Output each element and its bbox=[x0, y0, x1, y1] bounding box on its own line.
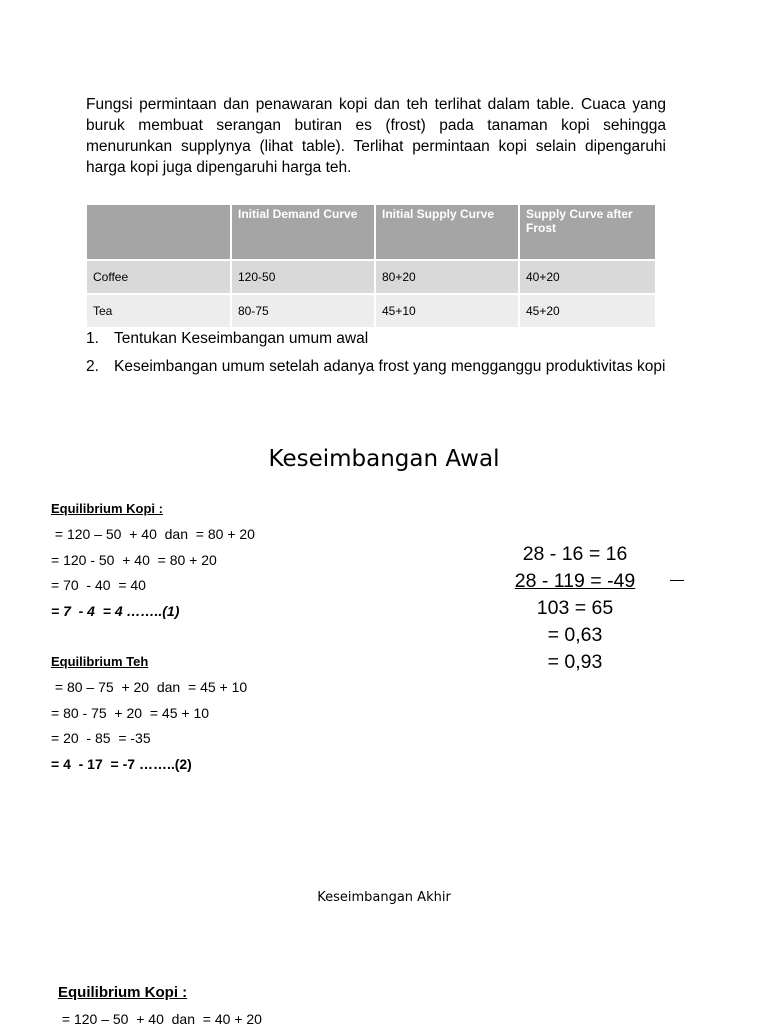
section-title: Equilibrium Teh bbox=[51, 654, 149, 669]
table-cell: 80-75 bbox=[231, 294, 375, 327]
equation-line: = 80 - 75 + 20 = 45 + 10 bbox=[51, 704, 210, 721]
equation-result: = 4 - 17 = -7 ……..(2) bbox=[51, 755, 192, 772]
list-text: Keseimbangan umum setelah adanya frost yang mengganggu produktivitas kopi bbox=[114, 358, 666, 375]
equation-line: = 20 - 85 = -35 bbox=[51, 730, 151, 746]
table-cell: 120-50 bbox=[231, 260, 375, 294]
table-cell: Tea bbox=[87, 294, 231, 327]
calc-line: 28 - 16 = 16 bbox=[522, 543, 628, 565]
equation-result: = 7 - 4 = 4 ……..(1) bbox=[51, 602, 180, 619]
list-number: 1. bbox=[86, 330, 99, 347]
table-header-cell: Initial Supply Curve bbox=[375, 205, 519, 260]
equation-line: = 120 – 50 + 40 dan = 40 + 20 bbox=[58, 1011, 262, 1027]
list-item bbox=[86, 328, 666, 349]
table-row bbox=[87, 294, 656, 327]
table-header-cell: Supply Curve after Frost bbox=[519, 205, 656, 260]
table-cell: 40+20 bbox=[519, 260, 656, 294]
calculation-block bbox=[495, 541, 655, 676]
table-cell: Coffee bbox=[87, 260, 231, 294]
calc-line: 103 = 65 bbox=[536, 597, 614, 619]
table-header-cell bbox=[87, 205, 231, 260]
supply-demand-table bbox=[87, 205, 657, 327]
section-title: Equilibrium Kopi : bbox=[58, 984, 188, 1001]
equation-line: = 70 - 40 = 40 bbox=[51, 577, 146, 593]
calc-line: 28 - 119 = -49 bbox=[514, 570, 636, 592]
equation-line: = 80 – 75 + 20 dan = 45 + 10 bbox=[51, 679, 248, 695]
equation-line: = 120 - 50 + 40 = 80 + 20 bbox=[51, 551, 217, 568]
table-cell: 80+20 bbox=[375, 260, 519, 294]
heading-keseimbangan-awal: Keseimbangan Awal bbox=[268, 446, 500, 472]
intro-paragraph: Fungsi permintaan dan penawaran kopi dan teh terlihat dalam table. Cuaca yang buruk membuat serangan butiran es (frost) pada tanaman kopi sehingga menurunkan supplynya (lihat table). Terlihat permintaan kopi selain dipengaruhi harga kopi juga dipengaruhi harga teh. bbox=[86, 96, 666, 176]
section-title: Equilibrium Kopi : bbox=[51, 501, 163, 516]
task-list bbox=[86, 328, 666, 384]
table-header-cell: Initial Demand Curve bbox=[231, 205, 375, 260]
equilibrium-kopi-awal bbox=[51, 501, 255, 626]
equation-line: = 120 – 50 + 40 dan = 80 + 20 bbox=[51, 526, 255, 542]
list-text: Tentukan Keseimbangan umum awal bbox=[114, 330, 369, 347]
equilibrium-teh-awal bbox=[51, 654, 247, 779]
list-number: 2. bbox=[86, 358, 99, 375]
list-item bbox=[86, 356, 666, 377]
calc-line: = 0,63 bbox=[547, 624, 603, 646]
fraction-dash bbox=[670, 580, 684, 581]
table-cell: 45+20 bbox=[519, 294, 656, 327]
heading-keseimbangan-akhir: Keseimbangan Akhir bbox=[317, 890, 451, 905]
table-header-row bbox=[87, 205, 656, 260]
table-cell: 45+10 bbox=[375, 294, 519, 327]
calc-line: = 0,93 bbox=[547, 651, 603, 673]
equilibrium-kopi-akhir bbox=[58, 984, 262, 1035]
table-row bbox=[87, 260, 656, 294]
